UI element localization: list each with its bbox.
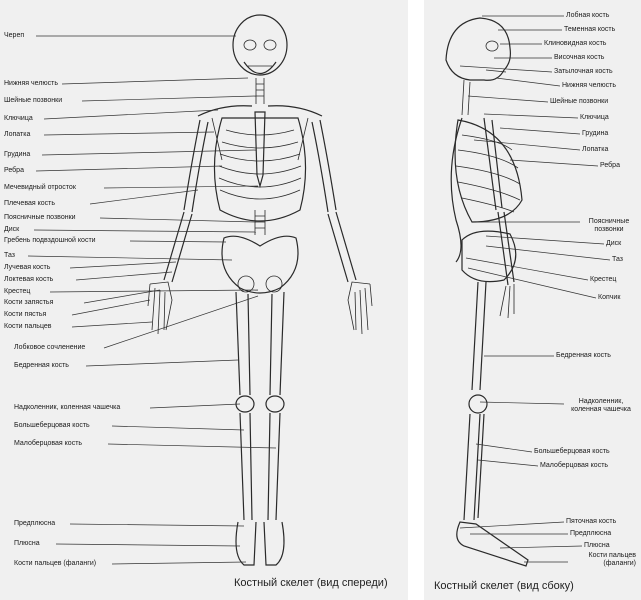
front-label-metacarpals: Кости пястья: [4, 311, 47, 318]
side-label-calcaneus: Пяточная кость: [566, 518, 617, 525]
side-label-sphenoid-bone: Клиновидная кость: [544, 40, 607, 47]
side-label-patella: Надколенник, коленная чашечка: [571, 398, 631, 413]
side-label-parietal-bone: Теменная кость: [564, 26, 616, 33]
side-label-temporal-bone: Височная кость: [554, 54, 605, 61]
front-label-femur: Бедренная кость: [14, 362, 69, 369]
side-label-cervical-vertebrae: Шейные позвонки: [550, 98, 609, 105]
side-label-clavicle: Ключица: [580, 114, 609, 121]
front-label-mandible: Нижняя челюсть: [4, 80, 59, 87]
front-leader-lines: [28, 36, 276, 564]
side-label-disc: Диск: [606, 240, 622, 247]
side-label-scapula: Лопатка: [582, 146, 609, 153]
side-skeleton-drawing: [446, 18, 528, 566]
front-label-skull: Череп: [4, 32, 25, 39]
front-label-xiphoid: Мечевидный отросток: [4, 184, 76, 191]
front-label-humerus: Плечевая кость: [4, 200, 55, 207]
side-label-tibia: Большеберцовая кость: [534, 448, 610, 455]
side-label-occipital-bone: Затылочная кость: [554, 68, 613, 75]
front-label-cervical-vertebrae: Шейные позвонки: [4, 97, 63, 104]
front-label-phalanges: Кости пальцев (фаланги): [14, 560, 97, 567]
front-label-radius: Лучевая кость: [4, 264, 51, 271]
front-label-tibia: Большеберцовая кость: [14, 422, 90, 429]
front-label-finger-bones: Кости пальцев: [4, 323, 52, 330]
side-label-sternum: Грудина: [582, 130, 609, 137]
side-label-ribs: Ребра: [600, 162, 620, 169]
front-label-carpals: Кости запястья: [4, 299, 54, 306]
side-label-pelvis: Таз: [612, 256, 623, 263]
side-label-metatarsals: Плюсна: [584, 542, 610, 549]
side-label-mandible: Нижняя челюсть: [562, 82, 617, 89]
front-label-sternum: Грудина: [4, 151, 31, 158]
front-label-iliac-crest: Гребень подвздошной кости: [4, 237, 96, 244]
side-label-lumbar-vertebrae: Поясничные позвонки: [588, 218, 630, 233]
side-label-phalanges: Кости пальцев (фаланги): [588, 552, 636, 567]
front-label-fibula: Малоберцовая кость: [14, 440, 83, 447]
front-label-disc: Диск: [4, 226, 20, 233]
side-label-femur: Бедренная кость: [556, 352, 611, 359]
front-label-clavicle: Ключица: [4, 115, 33, 122]
front-label-pelvis: Таз: [4, 252, 15, 259]
front-label-patella: Надколенник, коленная чашечка: [14, 404, 121, 411]
front-label-ribs: Ребра: [4, 167, 24, 174]
side-label-frontal-bone: Лобная кость: [566, 12, 610, 19]
front-label-lumbar-vertebrae: Поясничные позвонки: [4, 214, 76, 221]
side-label-tarsals: Предплюсна: [570, 530, 612, 537]
side-caption: Костный скелет (вид сбоку): [434, 580, 574, 592]
front-label-pubic-symphysis: Лобковое сочленение: [14, 344, 86, 351]
front-label-scapula: Лопатка: [4, 131, 31, 138]
front-label-tarsals: Предплюсна: [14, 520, 56, 527]
side-label-sacrum: Крестец: [590, 276, 617, 283]
front-label-ulna: Локтевая кость: [4, 276, 54, 283]
front-skeleton-drawing: [148, 15, 372, 565]
side-label-coccyx: Копчик: [598, 294, 621, 301]
front-label-metatarsals: Плюсна: [14, 540, 40, 547]
side-label-fibula: Малоберцовая кость: [540, 462, 609, 469]
front-label-sacrum: Крестец: [4, 288, 31, 295]
front-caption: Костный скелет (вид спереди): [234, 577, 388, 589]
